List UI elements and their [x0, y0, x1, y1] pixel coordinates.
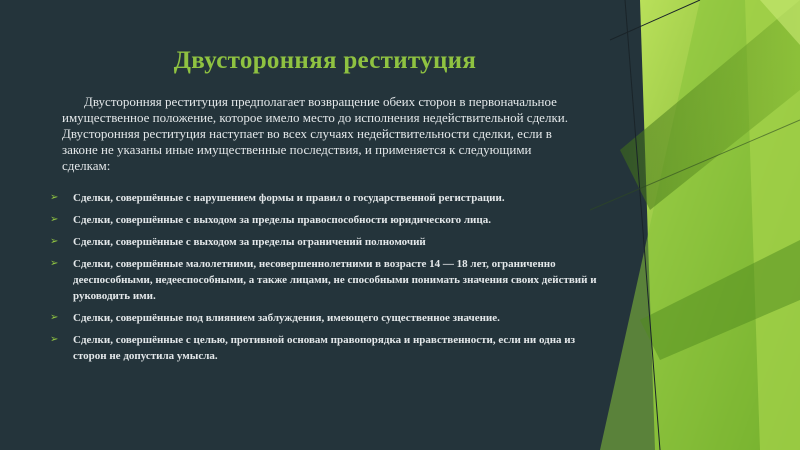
bullet-item	[50, 234, 610, 250]
bullet-text: Сделки, совершённые с целью, противной основам правопорядка и нравственности, если ни одна из сторон не допустила умысла.	[73, 334, 576, 362]
bullet-text: Сделки, совершённые под влиянием заблуждения, имеющего существенное значение.	[73, 312, 500, 324]
bullet-item	[50, 190, 610, 206]
arrow-right-icon: ➢	[50, 334, 59, 345]
bullet-text: Сделки, совершённые с нарушением формы и правил о государственной регистрации.	[73, 192, 505, 204]
arrow-right-icon: ➢	[50, 236, 59, 247]
bullet-item	[50, 256, 610, 304]
slide-title: Двусторонняя реституция	[173, 47, 477, 74]
bullet-item	[50, 332, 610, 364]
arrow-right-icon: ➢	[50, 192, 59, 203]
bullet-text: Сделки, совершённые малолетними, несовершеннолетними в возрасте 14 — 18 лет, ограниченно дееспособными, недееспособными, а также лицами, не способными понимать значения своих действий и руководить ими.	[73, 258, 597, 302]
arrow-right-icon: ➢	[50, 258, 59, 269]
bullet-item	[50, 310, 610, 326]
bullet-list	[50, 190, 610, 370]
arrow-right-icon: ➢	[50, 312, 59, 323]
bullet-text: Сделки, совершённые с выходом за пределы ограничений полномочий	[73, 236, 426, 248]
arrow-right-icon: ➢	[50, 214, 59, 225]
bullet-item	[50, 212, 610, 228]
bullet-text: Сделки, совершённые с выходом за пределы правоспособности юридического лица.	[73, 214, 491, 226]
intro-paragraph: Двусторонняя реституция предполагает возвращение обеих сторон в первоначальное имущественное положение, которое имело место до исполнения недействительной сделки. Двусторонняя реституция наступает во всех случаях недействительности сделки, если в законе не указаны иные имущественные последствия, и применяется к следующими сделкам:	[62, 94, 568, 173]
